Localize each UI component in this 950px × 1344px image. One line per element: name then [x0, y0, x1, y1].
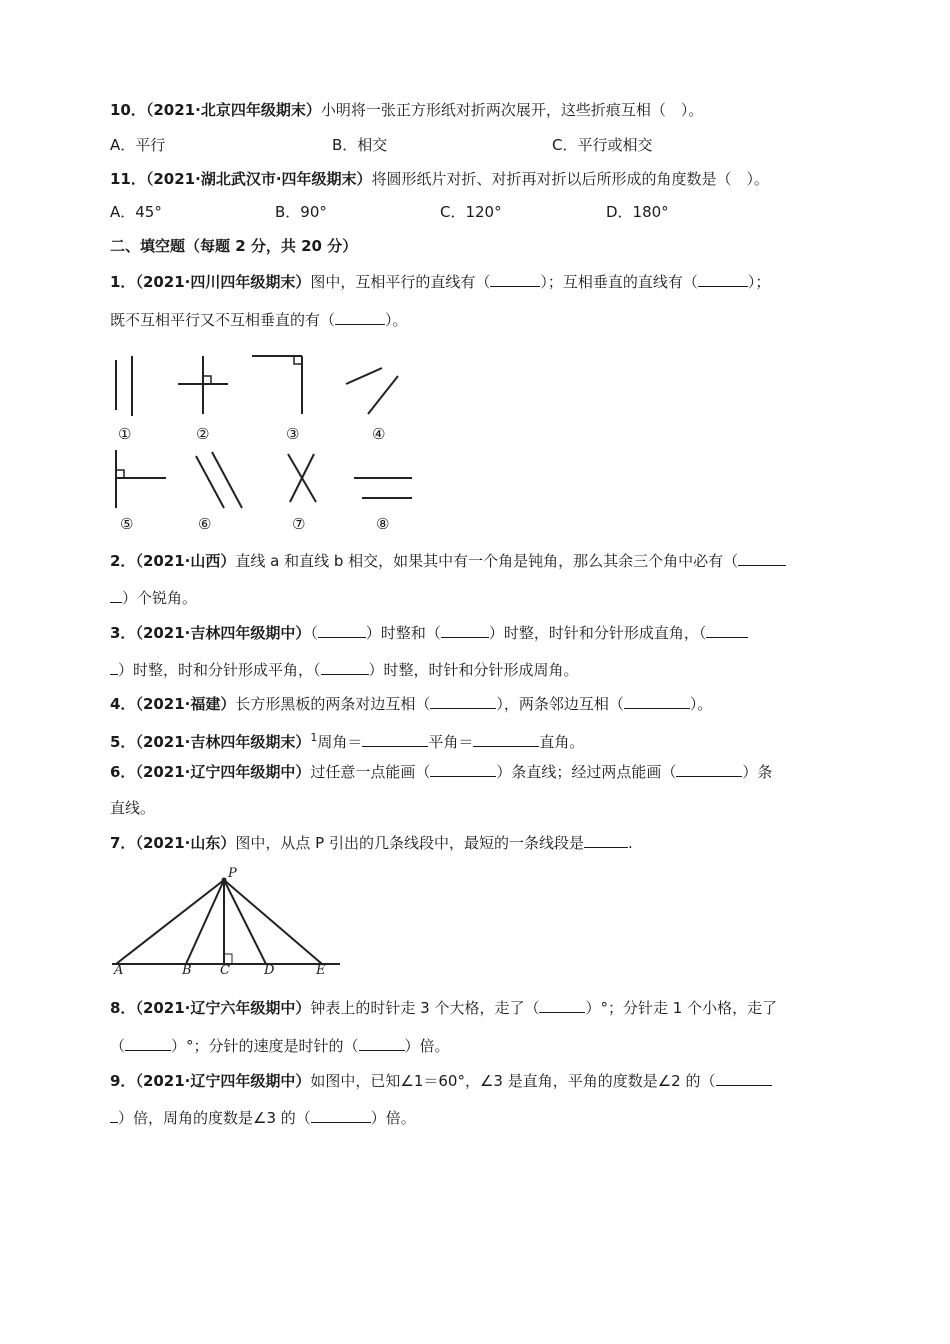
question-number: 10．	[110, 101, 146, 119]
answer-blank[interactable]	[430, 762, 496, 777]
question-source: （2021·吉林四年级期末）	[135, 733, 311, 751]
right-angle-mark	[116, 470, 124, 478]
question-text: 直线 a 和直线 b 相交，如果其中有一个角是钝角，那么其余三个角中必有（	[235, 552, 739, 570]
question-text: ）条	[742, 763, 773, 781]
segment-pb	[186, 880, 224, 964]
line-6a	[196, 456, 224, 508]
answer-blank[interactable]	[490, 272, 540, 287]
point-label-e: E	[316, 963, 326, 978]
question-text: 周角＝	[317, 733, 363, 751]
answer-blank[interactable]	[624, 694, 690, 709]
figure-label: ⑥	[198, 515, 212, 533]
option-c: C．120°	[440, 203, 502, 221]
question-text: （	[310, 624, 318, 642]
question-text: ），两条邻边互相（	[496, 695, 624, 713]
question-text: 小明将一张正方形纸对折两次展开，这些折痕互相（ ）。	[320, 101, 704, 119]
fill-question-5	[110, 728, 584, 752]
option-a: A．45°	[110, 203, 162, 221]
question-text: ）条直线；经过两点能画（	[496, 763, 677, 781]
answer-blank[interactable]	[110, 1108, 118, 1123]
option-d: D．180°	[606, 203, 669, 221]
question-number: 5．	[110, 733, 136, 751]
question-text: （	[110, 1037, 126, 1055]
figure-label: ⑤	[120, 515, 134, 533]
segment-pa	[116, 880, 224, 964]
line-6b	[212, 452, 242, 508]
question-number: 4．	[110, 695, 136, 713]
segment-pe	[224, 880, 322, 964]
question-source: （2021·四川四年级期末）	[135, 273, 311, 291]
question-source: （2021·福建）	[135, 695, 236, 713]
question-number: 8．	[110, 999, 136, 1017]
answer-blank[interactable]	[539, 998, 585, 1013]
question-source: （2021·湖北武汉市·四年级期末）	[145, 170, 372, 188]
question-text: ）时整和（	[365, 624, 441, 642]
fill-question-2-line2	[110, 588, 197, 608]
question-text: ）倍。	[370, 1109, 416, 1127]
fill-question-3-line2	[110, 660, 579, 680]
question-text: ）。	[689, 695, 713, 713]
question-number: 11．	[110, 170, 146, 188]
question-text: 长方形黑板的两条对边互相（	[235, 695, 431, 713]
question-source: （2021·辽宁四年级期中）	[135, 763, 311, 781]
question-source: （2021·山西）	[135, 552, 236, 570]
option-b: B．相交	[332, 136, 388, 154]
fill-question-9-line2	[110, 1108, 416, 1128]
figure-label: ③	[286, 425, 300, 443]
question-text: 平角＝	[428, 733, 474, 751]
question-text: ）个锐角。	[122, 589, 198, 607]
question-text: 过任意一点能画（	[310, 763, 431, 781]
answer-blank[interactable]	[359, 1036, 405, 1051]
fill-question-9	[110, 1071, 772, 1091]
question-text: 既不互相平行又不互相垂直的有（	[110, 311, 336, 329]
question-number: 3．	[110, 624, 136, 642]
figure-label: ②	[196, 425, 210, 443]
question-number: 9．	[110, 1072, 136, 1090]
question-text: 钟表上的时针走 3 个大格，走了（	[310, 999, 540, 1017]
figure-label: ④	[372, 425, 386, 443]
answer-blank[interactable]	[716, 1071, 772, 1086]
answer-blank[interactable]	[584, 833, 628, 848]
question-source: （2021·辽宁四年级期中）	[135, 1072, 311, 1090]
question-text: ）倍。	[404, 1037, 450, 1055]
fill-question-1	[110, 272, 770, 292]
figure-label: ⑦	[292, 515, 306, 533]
answer-blank[interactable]	[676, 762, 742, 777]
line-4b	[368, 376, 398, 414]
question-source: （2021·北京四年级期末）	[145, 101, 321, 119]
question-text: 图中，互相平行的直线有（	[310, 273, 491, 291]
fill-question-8	[110, 998, 777, 1018]
option-b: B．90°	[275, 203, 327, 221]
question-text: ）时整，时针和分针形成周角。	[368, 661, 579, 679]
question-text: 如图中，已知∠1＝60°，∠3 是直角，平角的度数是∠2 的（	[310, 1072, 716, 1090]
fill-question-8-line2	[110, 1036, 450, 1056]
line-7b	[290, 454, 314, 502]
question-source: （2021·山东）	[135, 834, 236, 852]
fill-question-6-line2: 直线。	[110, 799, 156, 817]
point-label-a: A	[114, 963, 124, 978]
section-title: 二、填空题（每题 2 分，共 20 分）	[110, 237, 358, 255]
question-text: 将圆形纸片对折、对折再对折以后所形成的角度数是（ ）。	[371, 170, 770, 188]
answer-blank[interactable]	[441, 623, 489, 638]
fill-question-2	[110, 551, 786, 571]
fill-question-3	[110, 623, 748, 643]
answer-blank[interactable]	[110, 660, 118, 675]
point-label-p: P	[228, 866, 237, 881]
option-a: A．平行	[110, 136, 166, 154]
question-text: ）；	[747, 273, 771, 291]
answer-blank[interactable]	[706, 623, 748, 638]
fill-question-7	[110, 833, 633, 853]
question-10	[110, 100, 703, 120]
point-label-b: B	[182, 963, 192, 978]
fill-question-1-line2	[110, 310, 408, 330]
question-number: 6．	[110, 763, 136, 781]
segment-pd	[224, 880, 266, 964]
question-text: ）；互相垂直的直线有（	[540, 273, 698, 291]
answer-blank[interactable]	[321, 660, 369, 675]
question-source: （2021·吉林四年级期中）	[135, 624, 311, 642]
question-text: ）°；分针的速度是时针的（	[171, 1037, 359, 1055]
figure-label: ①	[118, 425, 132, 443]
answer-blank[interactable]	[311, 1108, 371, 1123]
question-number: 2．	[110, 552, 136, 570]
question-11	[110, 169, 769, 189]
question-text: ）时整，时和分针形成平角，（	[118, 661, 321, 679]
question-text: 直角。	[539, 733, 585, 751]
answer-blank[interactable]	[335, 310, 385, 325]
superscript: 1	[310, 731, 318, 744]
right-angle-mark	[294, 356, 302, 364]
answer-blank[interactable]	[110, 588, 122, 603]
question-text: 图中，从点 P 引出的几条线段中，最短的一条线段是	[235, 834, 584, 852]
question-number: 1．	[110, 273, 136, 291]
answer-blank[interactable]	[473, 732, 539, 747]
fill-question-4	[110, 694, 712, 714]
answer-blank[interactable]	[698, 272, 748, 287]
line-4a	[346, 368, 382, 384]
question-number: 7．	[110, 834, 136, 852]
question-text: ）°；分针走 1 个小格，走了	[585, 999, 778, 1017]
option-c: C．平行或相交	[552, 136, 653, 154]
point-label-d: D	[264, 963, 275, 978]
fill-question-6	[110, 762, 772, 782]
answer-blank[interactable]	[318, 623, 366, 638]
point-label-c: C	[220, 963, 230, 978]
answer-blank[interactable]	[738, 551, 786, 566]
question-text: .	[627, 834, 633, 852]
right-angle-mark	[203, 376, 211, 384]
answer-blank[interactable]	[362, 732, 428, 747]
lines-figure	[100, 350, 430, 540]
answer-blank[interactable]	[125, 1036, 171, 1051]
question-text: ）倍，周角的度数是∠3 的（	[118, 1109, 311, 1127]
figure-label: ⑧	[376, 515, 390, 533]
answer-blank[interactable]	[430, 694, 496, 709]
question-source: （2021·辽宁六年级期中）	[135, 999, 311, 1017]
point-p-dot	[222, 878, 227, 883]
question-text: ）时整，时针和分针形成直角，（	[488, 624, 707, 642]
question-text: ）。	[385, 311, 408, 329]
